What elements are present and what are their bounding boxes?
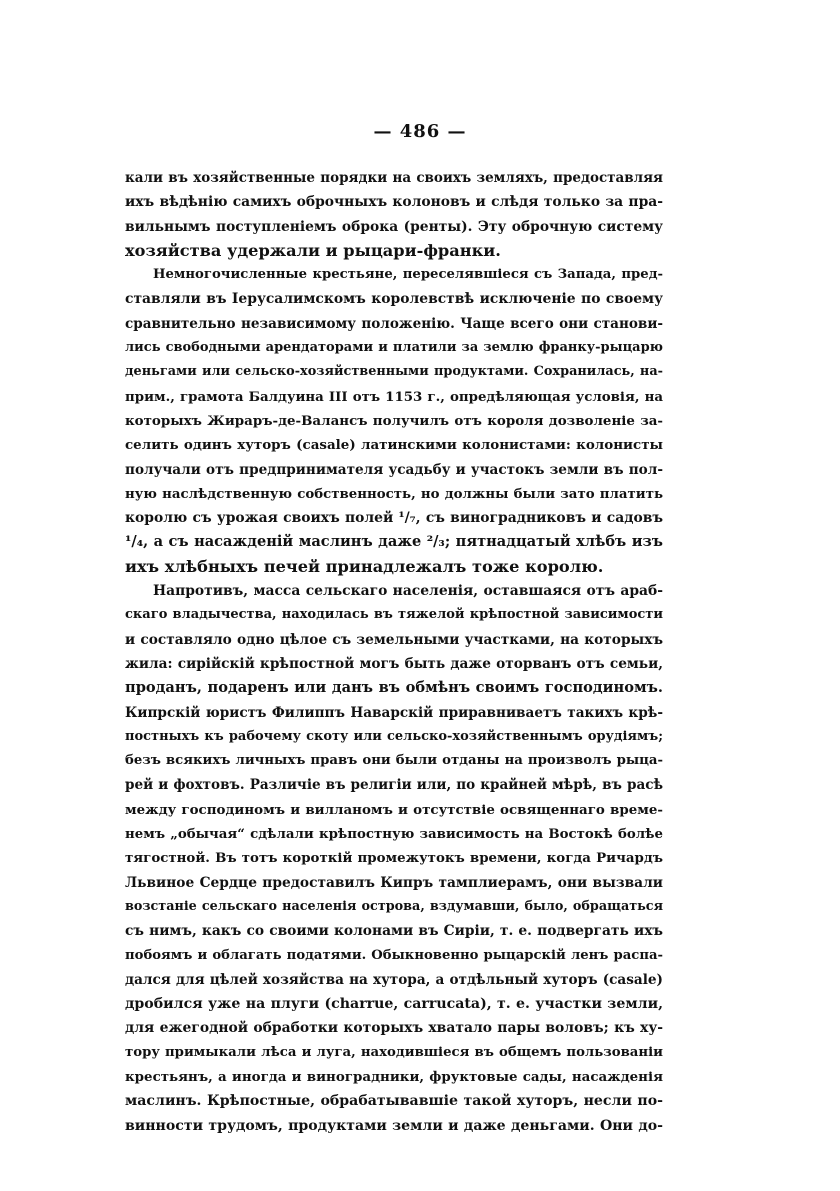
text-line: ную наслѣдственную собственность, но должны были зато платить [125, 485, 663, 502]
text-line: возстаніе сельскаго населенія острова, вздумавши, было, обращаться [125, 898, 663, 914]
text-line: дался для цѣлей хозяйства на хутора, а отдѣльный хуторъ (casale) [125, 971, 663, 988]
text-line: прим., грамота Балдуина III отъ 1153 г., опредѣляющая условія, на [125, 388, 663, 405]
text-line: для ежегодной обработки которыхъ хватало пары воловъ; къ ху- [125, 1020, 663, 1037]
text-line: ихъ хлѣбныхъ печей принадлежалъ тоже королю. [125, 556, 604, 576]
text-line: королю съ урожая своихъ полей ¹/₇, съ виноградниковъ и садовъ [125, 510, 663, 527]
text-line: Немногочисленные крестьяне, переселявшіеся съ Запада, пред- [153, 267, 663, 283]
text-line: крестьянъ, а иногда и виноградники, фруктовые сады, насажденія [125, 1068, 663, 1085]
text-line: дробился уже на плуги (charrue, carrucata), т. е. участки земли, [125, 996, 663, 1013]
text-line: между господиномъ и вилланомъ и отсутствіе освященнаго време- [125, 801, 663, 818]
text-line: скаго владычества, находилась въ тяжелой крѣпостной зависимости [125, 607, 663, 623]
text-line: съ нимъ, какъ со своими колонами въ Сиріи, т. е. подвергать ихъ [125, 923, 663, 940]
text-line: сравнительно независимому положенію. Чаще всего они станови- [125, 315, 663, 332]
text-line: которыхъ Жираръ-де-Валансъ получилъ отъ короля дозволеніе за- [125, 412, 663, 429]
text-line: кали въ хозяйственные порядки на своихъ земляхъ, предоставляя [125, 170, 663, 186]
text-line: постныхъ къ рабочему скоту или сельско-хозяйственнымъ орудіямъ; [125, 728, 663, 744]
text-line: ихъ вѣдѣнію самихъ оброчныхъ колоновъ и слѣдя только за пра- [125, 194, 663, 211]
text-line: хозяйства удержали и рыцари-франки. [125, 240, 501, 260]
text-line: безъ всякихъ личныхъ правъ они были отданы на произволъ рыца- [125, 753, 663, 769]
text-line: маслинъ. Крѣпостные, обрабатывавшіе такой хуторъ, несли по- [125, 1093, 663, 1110]
body-text [125, 166, 663, 1138]
text-line: Львиное Сердце предоставилъ Кипръ тамплиерамъ, они вызвали [125, 874, 663, 891]
text-line: проданъ, подаренъ или данъ въ обмѣнъ своимъ господиномъ. [125, 679, 663, 697]
text-line: жила: сирійскій крѣпостной могъ быть даже оторванъ отъ семьи, [125, 655, 663, 672]
text-line: Кипрскій юристъ Филиппъ Наварскій приравниваетъ такихъ крѣ- [125, 704, 663, 721]
page-number: — 486 — [373, 121, 467, 142]
text-line: ¹/₄, а съ насажденій маслинъ даже ²/₃; пятнадцатый хлѣбъ изъ [125, 533, 663, 551]
text-line: Напротивъ, масса сельскаго населенія, оставшаяся отъ араб- [153, 583, 663, 600]
text-line: ставляли въ Іерусалимскомъ королевствѣ исключеніе по своему [125, 291, 663, 308]
text-line: винности трудомъ, продуктами земли и даже деньгами. Они до- [125, 1117, 663, 1134]
text-line: рей и фохтовъ. Различіе въ религіи или, по крайней мѣрѣ, въ расѣ [125, 777, 663, 794]
text-line: побоямъ и облагать податями. Обыкновенно рыцарскій ленъ распа- [125, 947, 663, 963]
text-line: вильнымъ поступленіемъ оброка (ренты). Эту оброчную систему [125, 218, 663, 235]
text-line: тягостной. Въ тотъ короткій промежутокъ времени, когда Ричардъ [125, 850, 663, 867]
text-line: селить одинъ хуторъ (casale) латинскими колонистами: колонисты [125, 437, 663, 454]
text-line: и составляло одно цѣлое съ земельными участками, на которыхъ [125, 631, 663, 648]
text-line: получали отъ предпринимателя усадьбу и участокъ земли въ пол- [125, 461, 663, 478]
text-line: деньгами или сельско-хозяйственными продуктами. Сохранилась, на- [125, 364, 663, 380]
text-line: лись свободными арендаторами и платили за землю франку-рыцарю [125, 340, 663, 356]
text-line: немъ „обычая“ сдѣлали крѣпостную зависимость на Востокѣ болѣе [125, 826, 663, 843]
text-line: тору примыкали лѣса и луга, находившіеся въ общемъ пользованіи [125, 1044, 663, 1060]
